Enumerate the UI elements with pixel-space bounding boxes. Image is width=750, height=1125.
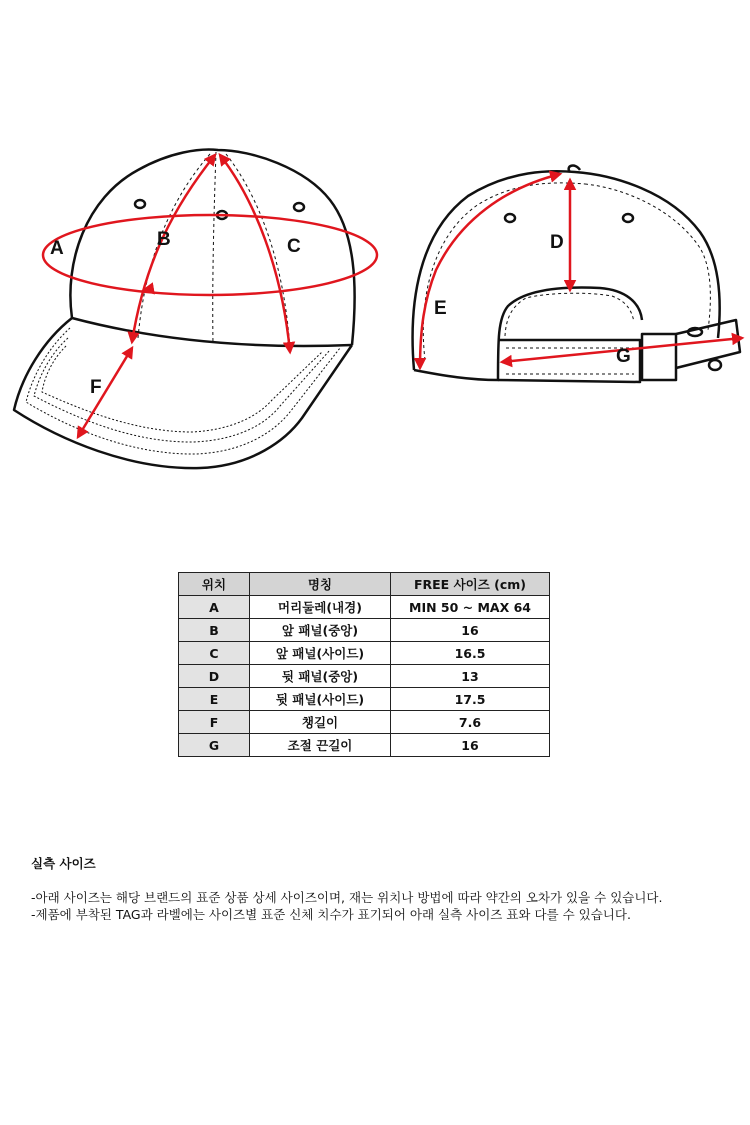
- header-position: 위치: [179, 573, 250, 596]
- notes-line: -제품에 부착된 TAG과 라벨에는 사이즈별 표준 신체 치수가 표기되어 아래 실측 사이즈 표와 다를 수 있습니다.: [31, 907, 631, 922]
- row-position: F: [179, 711, 250, 734]
- table-row: [179, 596, 550, 619]
- label-c: C: [287, 236, 301, 257]
- row-value: MIN 50 ~ MAX 64: [391, 596, 550, 619]
- cap-measurement-diagram: [0, 0, 750, 500]
- label-d: D: [550, 232, 564, 253]
- row-value: 16.5: [391, 642, 550, 665]
- table-row: [179, 711, 550, 734]
- back-cap-drawing: [413, 166, 740, 382]
- row-position: B: [179, 619, 250, 642]
- row-value: 13: [391, 665, 550, 688]
- table-row: [179, 665, 550, 688]
- row-name: 뒷 패널(중앙): [250, 665, 391, 688]
- notes-title: 실측 사이즈: [31, 856, 96, 871]
- label-e: E: [434, 298, 447, 319]
- row-name: 앞 패널(중앙): [250, 619, 391, 642]
- row-position: E: [179, 688, 250, 711]
- notes-line: -아래 사이즈는 해당 브랜드의 표준 상품 상세 사이즈이며, 재는 위치나 방법에 따라 약간의 오차가 있을 수 있습니다.: [31, 890, 663, 905]
- label-f: F: [90, 377, 102, 398]
- row-value: 16: [391, 734, 550, 757]
- size-table-header: [179, 573, 550, 596]
- row-name: 챙길이: [250, 711, 391, 734]
- row-name: 머리둘레(내경): [250, 596, 391, 619]
- table-row: [179, 619, 550, 642]
- header-free-size: FREE 사이즈 (cm): [391, 573, 550, 596]
- row-position: C: [179, 642, 250, 665]
- label-a: A: [50, 238, 64, 259]
- row-position: D: [179, 665, 250, 688]
- label-b: B: [157, 229, 171, 250]
- row-position: G: [179, 734, 250, 757]
- table-row: [179, 642, 550, 665]
- row-value: 16: [391, 619, 550, 642]
- row-value: 7.6: [391, 711, 550, 734]
- size-notes: [31, 855, 746, 923]
- row-name: 뒷 패널(사이드): [250, 688, 391, 711]
- row-name: 앞 패널(사이드): [250, 642, 391, 665]
- row-value: 17.5: [391, 688, 550, 711]
- row-name: 조절 끈길이: [250, 734, 391, 757]
- row-position: A: [179, 596, 250, 619]
- header-name: 명칭: [250, 573, 391, 596]
- table-row: [179, 688, 550, 711]
- table-row: [179, 734, 550, 757]
- label-g: G: [616, 346, 631, 367]
- size-table: [178, 572, 550, 757]
